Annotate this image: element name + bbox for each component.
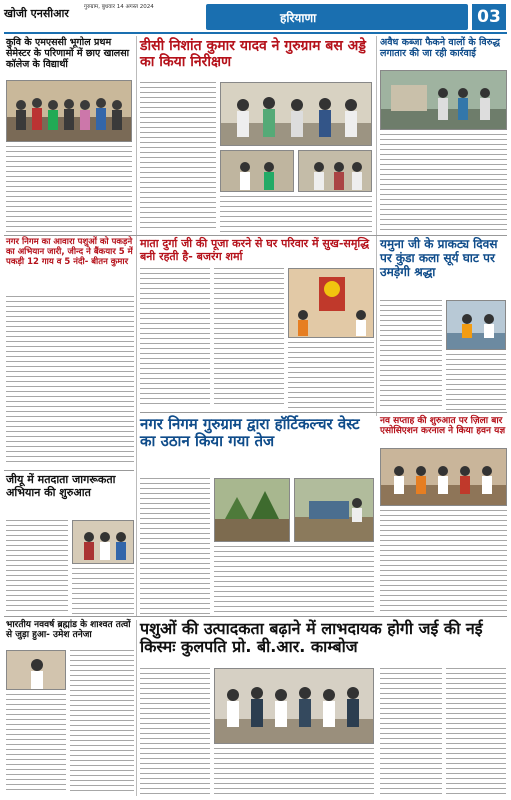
article-body xyxy=(288,342,374,408)
article-body xyxy=(214,546,374,614)
article-body xyxy=(380,300,442,410)
row-rule xyxy=(4,235,507,236)
article-body xyxy=(140,82,216,232)
article-photo xyxy=(446,300,506,350)
column-rule xyxy=(376,36,377,236)
row-rule xyxy=(4,616,507,617)
article-photo xyxy=(6,650,66,690)
section-banner xyxy=(206,4,468,30)
article-body xyxy=(140,478,210,614)
article-headline: डीसी निशांत कुमार यादव ने गुरुग्राम बस अड्डे का किया निरीक्षण xyxy=(140,38,366,71)
article-photo xyxy=(220,150,294,192)
article-headline: माता दुर्गा जी की पूजा करने से घर परिवार में सुख-समृद्धि बनी रहती है- बजरंग शर्मा xyxy=(140,237,370,263)
article-body xyxy=(214,748,374,794)
article-body xyxy=(70,650,134,794)
article-photo xyxy=(214,668,374,744)
article-headline: नगर निगम गुरुग्राम द्वारा हॉर्टिकल्चर वेस्ट का उठान किया गया तेज xyxy=(140,415,360,451)
article-body xyxy=(380,510,507,614)
article-headline: अवैध कब्जा फैकने वालों के विरुद्ध लगातार की जा रही कार्रवाई xyxy=(380,37,500,59)
row-rule xyxy=(4,470,134,471)
article-body xyxy=(380,668,442,794)
page-number: 03 xyxy=(472,4,506,30)
article-body xyxy=(6,146,132,232)
article-photo xyxy=(6,80,132,142)
column-rule xyxy=(136,36,137,236)
article-headline: जीयू में मतदाता जागरूकता अभियान की शुरुआत xyxy=(6,473,116,499)
article-body xyxy=(72,568,134,614)
article-headline: नव सप्ताह की शुरुआत पर ज़िला बार एसोसिएशन करनाल ने किया हवन यज्ञ xyxy=(380,416,506,437)
article-photo xyxy=(298,150,372,192)
article-body xyxy=(140,668,210,794)
article-photo xyxy=(380,70,507,130)
masthead: खोजी एनसीआर xyxy=(4,7,69,20)
article-photo xyxy=(294,478,374,542)
article-body xyxy=(6,694,66,794)
article-photo xyxy=(72,520,134,564)
section-title: हरियाणा xyxy=(280,11,317,25)
article-photo xyxy=(220,82,372,146)
article-headline: भारतीय नववर्ष ब्रह्मांड के शाश्वत तत्वों से जुड़ा हुआ- उमेश तनेजा xyxy=(6,620,131,641)
article-headline: नगर निगम का आवारा पशुओं को पकड़ने का अभियान जारी, जीन्द ने बैंकयार 5 में पकड़ी 12 गाय व 5 नंदी- बीतन कुमार xyxy=(6,237,133,267)
article-body xyxy=(214,268,284,408)
column-rule xyxy=(136,620,137,796)
article-photo xyxy=(288,268,374,338)
article-body xyxy=(140,268,210,408)
issue-info: गुरुग्राम, बुधवार 14 अगस्त 2024 xyxy=(84,4,154,10)
article-headline: कुवि के एमएससी भूगोल प्रथम सेमेस्टर के परिणामों में छाए खालसा कॉलेज के विद्यार्थी xyxy=(6,37,130,70)
article-body xyxy=(446,668,506,794)
article-photo xyxy=(380,448,507,506)
article-body xyxy=(6,296,134,466)
article-body xyxy=(446,354,506,410)
article-body xyxy=(220,196,372,232)
article-headline: यमुना जी के प्राकट्य दिवस पर कुंडा कला सूर्य घाट पर उमड़ेगी श्रद्धा xyxy=(380,237,498,279)
column-rule xyxy=(376,236,377,416)
page-header xyxy=(0,0,511,34)
article-photo xyxy=(214,478,290,542)
column-rule xyxy=(136,236,137,616)
article-headline: पशुओं की उत्पादकता बढ़ाने में लाभदायक होगी जई की नई किस्मः कुलपति प्रो. बी.आर. काम्बोज xyxy=(140,619,483,657)
article-body xyxy=(380,134,507,232)
header-rule xyxy=(4,32,507,34)
row-rule xyxy=(140,412,507,413)
article-body xyxy=(6,520,68,614)
